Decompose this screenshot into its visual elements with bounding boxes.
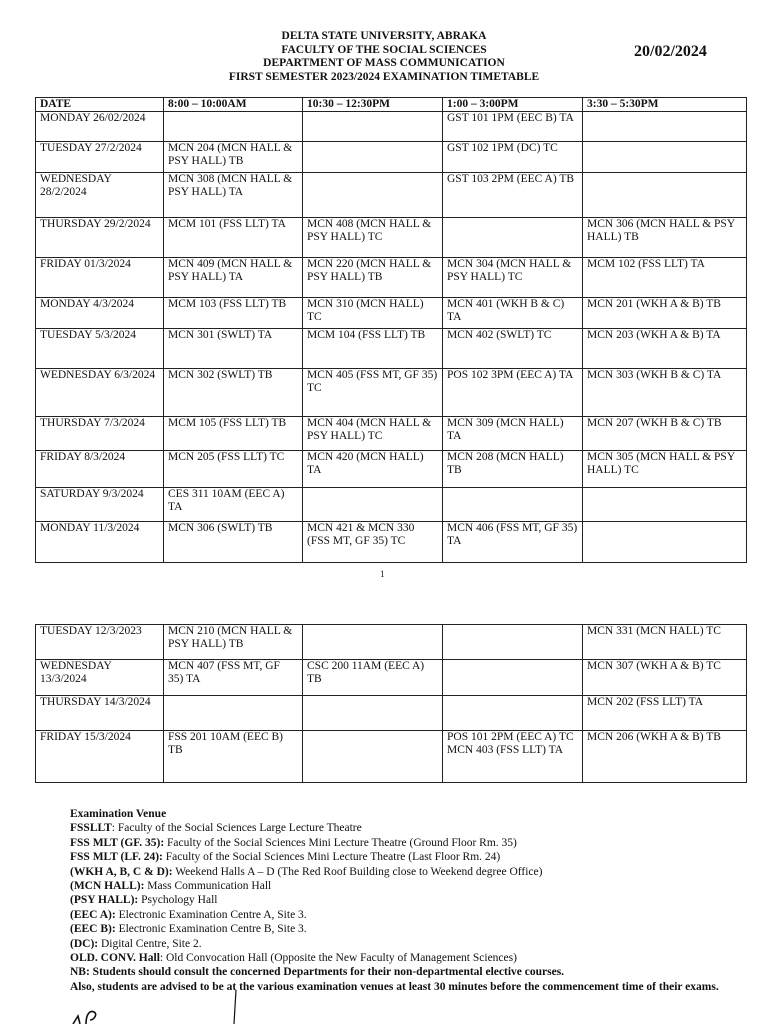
col-slot1-header: 8:00 – 10:00AM [164,98,303,112]
venue-description: Faculty of the Social Sciences Mini Lecture Theatre (Ground Floor Rm. 35) [164,836,517,849]
exam-cell: MCN 201 (WKH A & B) TB [583,298,747,329]
exam-cell [303,173,443,218]
exam-cell: FSS 201 10AM (EEC B) TB [164,731,303,783]
venue-abbreviation: OLD. CONV. Hall [70,952,160,965]
exam-cell: MCM 103 (FSS LLT) TB [164,298,303,329]
faculty-name: FACULTY OF THE SOCIAL SCIENCES [281,43,487,56]
venue-description: Weekend Halls A – D (The Red Roof Building close to Weekend degree Office) [172,865,543,878]
table-row [36,298,747,329]
venue-description: : Faculty of the Social Sciences Large Lecture Theatre [111,822,362,835]
exam-cell [443,696,583,731]
table-row [36,173,747,218]
venue-legend [70,807,720,994]
exam-cell [583,522,747,563]
timetable-page2 [35,624,747,783]
table-row [36,329,747,369]
exam-cell [303,625,443,660]
exam-cell: MCN 204 (MCN HALL & PSY HALL) TB [164,142,303,173]
exam-cell: MCN 302 (SWLT) TB [164,369,303,417]
exam-cell: MCM 104 (FSS LLT) TB [303,329,443,369]
exam-cell [303,696,443,731]
date-cell: TUESDAY 12/3/2023 [36,625,164,660]
exam-cell: MCN 420 (MCN HALL) TA [303,451,443,488]
exam-cell [164,696,303,731]
venue-abbreviation: (PSY HALL): [70,894,139,907]
exam-cell: MCN 220 (MCN HALL & PSY HALL) TB [303,258,443,298]
exam-cell: MCN 205 (FSS LLT) TC [164,451,303,488]
legend-title: Examination Venue [70,808,167,820]
table-row [36,696,747,731]
col-slot4-header: 3:30 – 5:30PM [583,98,747,112]
university-name: DELTA STATE UNIVERSITY, ABRAKA [281,30,487,42]
legend-item [70,836,720,850]
venue-description: Electronic Examination Centre B, Site 3. [115,923,307,936]
table-row [36,112,747,142]
department-name: DEPARTMENT OF MASS COMMUNICATION [263,57,505,69]
legend-item [70,879,720,893]
exam-cell [303,731,443,783]
col-date-header: DATE [36,98,164,112]
date-cell: THURSDAY 14/3/2024 [36,696,164,731]
exam-cell: MCN 407 (FSS MT, GF 35) TA [164,660,303,696]
legend-item [70,865,720,879]
legend-item [70,951,720,965]
exam-cell: MCN 304 (MCN HALL & PSY HALL) TC [443,258,583,298]
exam-cell [303,112,443,142]
timetable-title: FIRST SEMESTER 2023/2024 EXAMINATION TIMETABLE [228,70,540,83]
exam-cell: MCN 308 (MCN HALL & PSY HALL) TA [164,173,303,218]
exam-cell [303,488,443,522]
exam-cell [583,488,747,522]
table-row [36,218,747,258]
table-row [36,369,747,417]
exam-cell: MCN 301 (SWLT) TA [164,329,303,369]
exam-cell: GST 101 1PM (EEC B) TA [443,112,583,142]
venue-abbreviation: (EEC A): [70,908,116,921]
date-cell: TUESDAY 5/3/2024 [36,329,164,369]
col-slot2-header: 10:30 – 12:30PM [303,98,443,112]
exam-cell: MCN 305 (MCN HALL & PSY HALL) TC [583,451,747,488]
exam-cell [164,112,303,142]
table-row [36,258,747,298]
table-row [36,625,747,660]
exam-cell: MCN 405 (FSS MT, GF 35) TC [303,369,443,417]
exam-cell [583,173,747,218]
exam-cell: CSC 200 11AM (EEC A) TB [303,660,443,696]
timetable-page1 [35,97,747,563]
exam-cell: MCN 309 (MCN HALL) TA [443,417,583,451]
venue-description: Electronic Examination Centre A, Site 3. [115,908,307,921]
venue-abbreviation: FSS MLT (LF. 24): [70,851,163,864]
exam-cell: MCN 404 (MCN HALL & PSY HALL) TC [303,417,443,451]
exam-cell: MCM 102 (FSS LLT) TA [583,258,747,298]
date-cell: THURSDAY 7/3/2024 [36,417,164,451]
exam-cell: MCN 307 (WKH A & B) TC [583,660,747,696]
date-cell: THURSDAY 29/2/2024 [36,218,164,258]
venue-abbreviation: (WKH A, B, C & D): [70,865,173,878]
exam-cell: MCN 206 (WKH A & B) TB [583,731,747,783]
legend-item [70,850,720,864]
exam-cell: MCN 409 (MCN HALL & PSY HALL) TA [164,258,303,298]
table-header-row [36,98,747,112]
exam-cell: GST 103 2PM (EEC A) TB [443,173,583,218]
exam-cell: MCN 202 (FSS LLT) TA [583,696,747,731]
legend-note-1: NB: Students should consult the concerned Departments for their non-departmental elective courses. [70,966,565,979]
exam-cell: MCN 406 (FSS MT, GF 35) TA [443,522,583,563]
legend-item [70,893,720,907]
exam-cell [303,142,443,173]
table-row [36,488,747,522]
exam-cell [443,625,583,660]
page-number: 1 [380,569,385,579]
table-row [36,731,747,783]
venue-description: : Old Convocation Hall (Opposite the New Faculty of Management Sciences) [159,952,517,965]
exam-cell [443,488,583,522]
exam-cell: MCN 306 (SWLT) TB [164,522,303,563]
exam-cell: MCN 402 (SWLT) TC [443,329,583,369]
date-cell: MONDAY 11/3/2024 [36,522,164,563]
exam-cell: MCN 207 (WKH B & C) TB [583,417,747,451]
exam-cell: POS 101 2PM (EEC A) TC MCN 403 (FSS LLT) TA [443,731,583,783]
venue-description: Digital Centre, Site 2. [98,937,202,950]
table-row [36,142,747,173]
exam-cell: MCN 203 (WKH A & B) TA [583,329,747,369]
venue-description: Faculty of the Social Sciences Mini Lecture Theatre (Last Floor Rm. 24) [162,851,501,864]
legend-note-2: Also, students are advised to be at the various examination venues at least 30 minutes before the commencement time of their exams. [70,980,719,993]
col-slot3-header: 1:00 – 3:00PM [443,98,583,112]
exam-cell: CES 311 10AM (EEC A) TA [164,488,303,522]
exam-cell [443,660,583,696]
exam-cell: MCM 101 (FSS LLT) TA [164,218,303,258]
exam-cell: GST 102 1PM (DC) TC [443,142,583,173]
legend-item [70,821,720,835]
date-cell: MONDAY 26/02/2024 [36,112,164,142]
venue-abbreviation: (MCN HALL): [70,880,145,893]
exam-cell [443,218,583,258]
exam-cell: MCM 105 (FSS LLT) TB [164,417,303,451]
exam-cell: MCN 401 (WKH B & C) TA [443,298,583,329]
date-cell: TUESDAY 27/2/2024 [36,142,164,173]
exam-cell: POS 102 3PM (EEC A) TA [443,369,583,417]
table-row [36,660,747,696]
signature-mark [70,990,270,1024]
exam-cell: MCN 310 (MCN HALL) TC [303,298,443,329]
date-cell: WEDNESDAY 6/3/2024 [36,369,164,417]
exam-cell: MCN 408 (MCN HALL & PSY HALL) TC [303,218,443,258]
legend-items [70,821,720,965]
exam-cell: MCN 208 (MCN HALL) TB [443,451,583,488]
exam-cell: MCN 210 (MCN HALL & PSY HALL) TB [164,625,303,660]
date-cell: FRIDAY 15/3/2024 [36,731,164,783]
exam-cell: MCN 421 & MCN 330 (FSS MT, GF 35) TC [303,522,443,563]
date-cell: WEDNESDAY 28/2/2024 [36,173,164,218]
exam-cell: MCN 306 (MCN HALL & PSY HALL) TB [583,218,747,258]
table-row [36,522,747,563]
table-row [36,451,747,488]
legend-item [70,937,720,951]
date-cell: FRIDAY 8/3/2024 [36,451,164,488]
venue-abbreviation: (EEC B): [70,923,116,936]
document-date: 20/02/2024 [634,43,707,60]
venue-abbreviation: (DC): [70,937,99,950]
date-cell: FRIDAY 01/3/2024 [36,258,164,298]
table-row [36,417,747,451]
date-cell: SATURDAY 9/3/2024 [36,488,164,522]
venue-description: Mass Communication Hall [144,880,272,893]
exam-cell: MCN 303 (WKH B & C) TA [583,369,747,417]
date-cell: WEDNESDAY 13/3/2024 [36,660,164,696]
exam-cell: MCN 331 (MCN HALL) TC [583,625,747,660]
exam-cell [583,112,747,142]
date-cell: MONDAY 4/3/2024 [36,298,164,329]
venue-description: Psychology Hall [138,894,218,907]
exam-cell [583,142,747,173]
venue-abbreviation: FSSLLT [70,822,112,835]
legend-item [70,922,720,936]
legend-item [70,908,720,922]
venue-abbreviation: FSS MLT (GF. 35): [70,836,165,849]
